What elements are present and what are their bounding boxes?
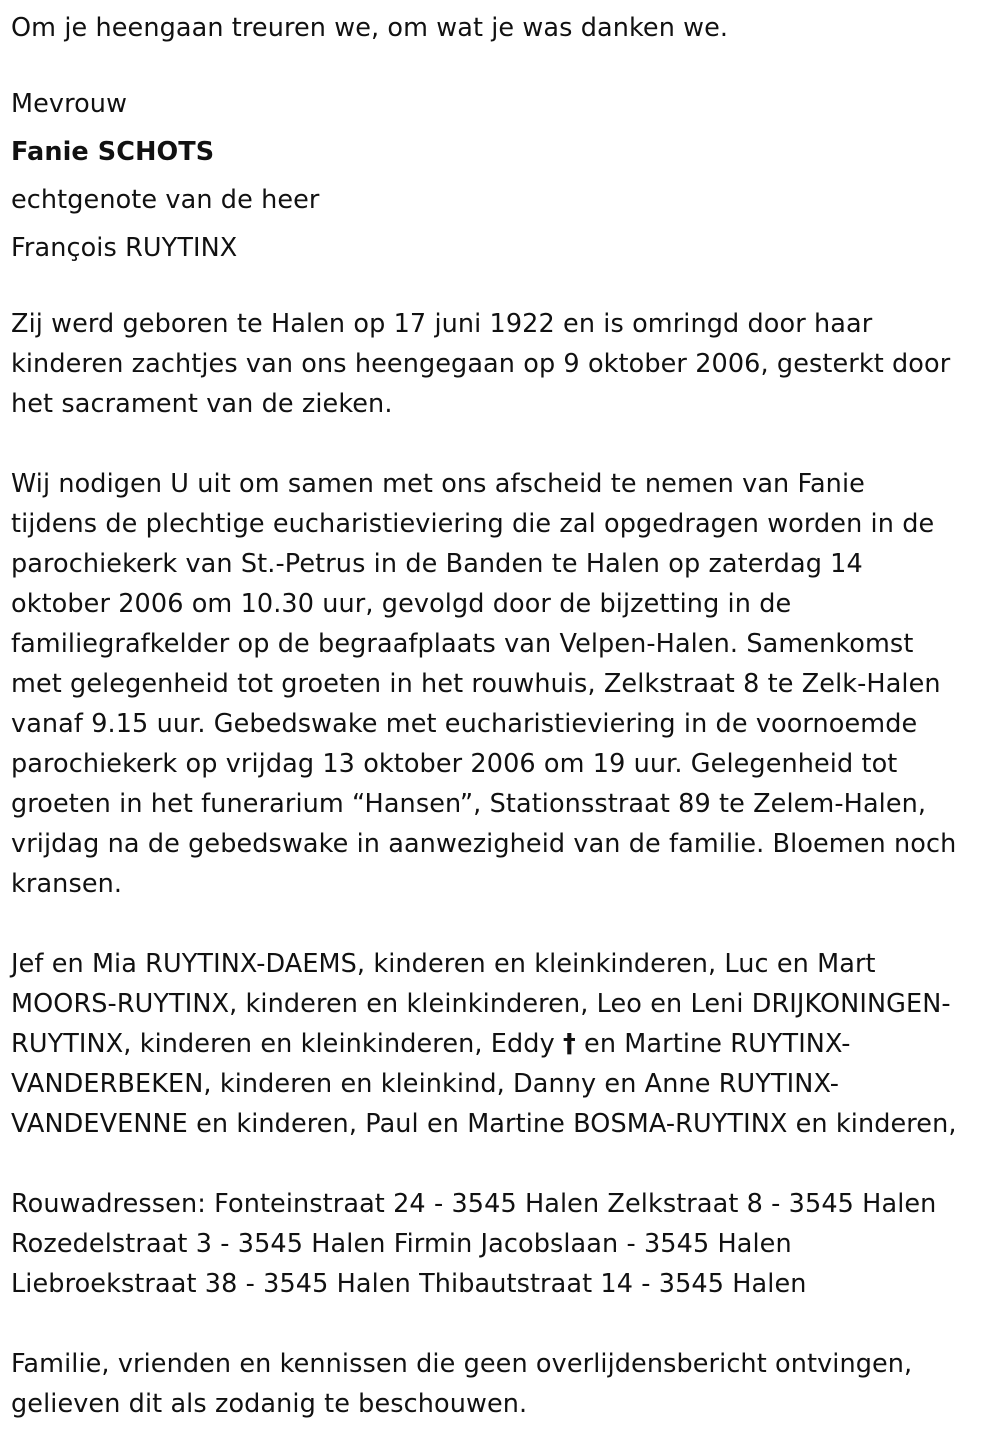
paragraph-line: Zij werd geboren te Halen op 17 juni 1922 en is omringd door haar	[11, 309, 873, 339]
paragraph-line: gelieven dit als zodanig te beschouwen.	[11, 1389, 528, 1419]
paragraph-line: kinderen zachtjes van ons heengegaan op 9 oktober 2006, gesterkt door	[11, 349, 951, 379]
spacer	[11, 272, 993, 304]
paragraph-line: parochiekerk op vrijdag 13 oktober 2006 om 19 uur. Gelegenheid tot	[11, 749, 898, 779]
motto: Om je heengaan treuren we, om wat je was danken we.	[11, 13, 729, 43]
spacer	[11, 1144, 993, 1184]
cross-icon: †	[562, 1029, 576, 1059]
paragraph-line: MOORS-RUYTINX, kinderen en kleinkinderen, Leo en Leni DRIJKONINGEN-	[11, 989, 951, 1019]
paragraph-line: VANDEVENNE en kinderen, Paul en Martine BOSMA-RUYTINX en kinderen,	[11, 1109, 957, 1139]
death-notice	[11, 8, 993, 1424]
family-text: RUYTINX, kinderen en kleinkinderen, Eddy	[11, 1029, 563, 1059]
paragraph-line: tijdens de plechtige eucharistieviering die zal opgedragen worden in de	[11, 509, 935, 539]
invitation-paragraph	[11, 464, 993, 904]
paragraph-line	[11, 1024, 993, 1064]
paragraph-line: Wij nodigen U uit om samen met ons afscheid te nemen van Fanie	[11, 469, 865, 499]
paragraph-line: Jef en Mia RUYTINX-DAEMS, kinderen en kleinkinderen, Luc en Mart	[11, 949, 876, 979]
address-line: Rouwadressen: Fonteinstraat 24 - 3545 Halen Zelkstraat 8 - 3545 Halen	[11, 1189, 937, 1219]
paragraph-line: met gelegenheid tot groeten in het rouwhuis, Zelkstraat 8 te Zelk-Halen	[11, 669, 941, 699]
paragraph-line: familiegrafkelder op de begraafplaats van Velpen-Halen. Samenkomst	[11, 629, 914, 659]
spacer	[11, 424, 993, 464]
address-line: Liebroekstraat 38 - 3545 Halen Thibautstraat 14 - 3545 Halen	[11, 1269, 807, 1299]
paragraph-line: groeten in het funerarium “Hansen”, Stationsstraat 89 te Zelem-Halen,	[11, 789, 927, 819]
paragraph-line: kransen.	[11, 869, 123, 899]
closing-paragraph	[11, 1344, 993, 1424]
birth-death-paragraph	[11, 304, 993, 424]
family-text: en Martine RUYTINX-	[575, 1029, 851, 1059]
paragraph-line: VANDERBEKEN, kinderen en kleinkind, Danny en Anne RUYTINX-	[11, 1069, 840, 1099]
paragraph-line: parochiekerk van St.-Petrus in de Banden te Halen op zaterdag 14	[11, 549, 863, 579]
paragraph-line: vanaf 9.15 uur. Gebedswake met eucharistieviering in de voornoemde	[11, 709, 918, 739]
spacer	[11, 1304, 993, 1344]
spouse-intro: echtgenote van de heer	[11, 185, 320, 215]
addresses-paragraph	[11, 1184, 993, 1304]
paragraph-line: Familie, vrienden en kennissen die geen overlijdensbericht ontvingen,	[11, 1349, 913, 1379]
paragraph-line: vrijdag na de gebedswake in aanwezigheid van de familie. Bloemen noch	[11, 829, 957, 859]
paragraph-line: het sacrament van de zieken.	[11, 389, 393, 419]
name-block	[11, 80, 993, 272]
spacer	[11, 48, 993, 80]
family-paragraph	[11, 944, 993, 1144]
deceased-name: Fanie SCHOTS	[11, 137, 215, 167]
honorific: Mevrouw	[11, 89, 128, 119]
spacer	[11, 904, 993, 944]
spouse-name: François RUYTINX	[11, 233, 238, 263]
paragraph-line: oktober 2006 om 10.30 uur, gevolgd door de bijzetting in de	[11, 589, 792, 619]
address-line: Rozedelstraat 3 - 3545 Halen Firmin Jacobslaan - 3545 Halen	[11, 1229, 792, 1259]
